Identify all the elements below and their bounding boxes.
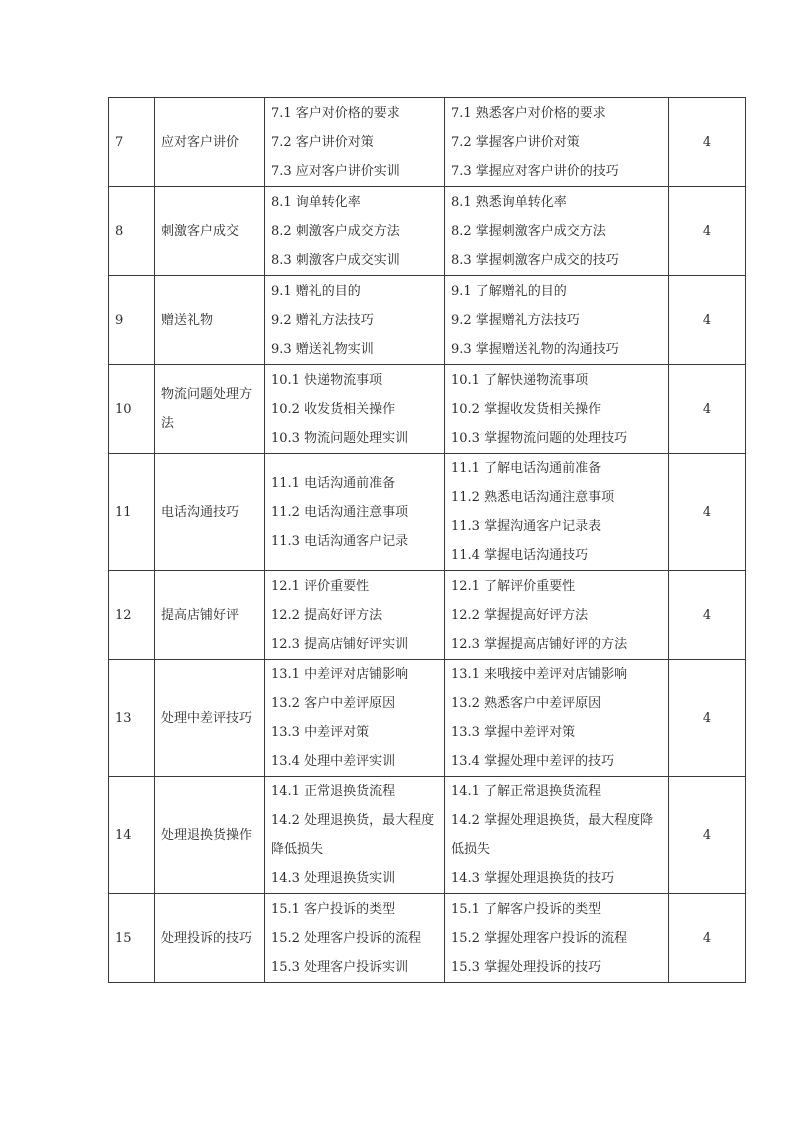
hours-cell: 4 (669, 571, 746, 660)
goal-item: 7.1 熟悉客户对价格的要求 (451, 105, 606, 121)
table-row (109, 777, 746, 894)
curriculum-table (108, 97, 746, 983)
goal-item: 8.3 掌握刺激客户成交的技巧 (451, 252, 619, 268)
goals-cell (445, 454, 669, 571)
module-name: 赠送礼物 (155, 276, 265, 365)
content-cell (265, 777, 445, 894)
content-item: 7.3 应对客户讲价实训 (271, 163, 400, 179)
module-name: 处理投诉的技巧 (155, 894, 265, 983)
hours-cell: 4 (669, 777, 746, 894)
goals-cell (445, 365, 669, 454)
table-row (109, 98, 746, 187)
goal-item: 13.4 掌握处理中差评的技巧 (451, 754, 615, 769)
goal-item: 7.3 掌握应对客户讲价的技巧 (451, 163, 619, 179)
table-row (109, 276, 746, 365)
goal-item: 10.3 掌握物流问题的处理技巧 (451, 430, 628, 446)
row-number: 11 (109, 454, 155, 571)
content-item: 15.2 处理客户投诉的流程 (271, 930, 422, 946)
table-row (109, 187, 746, 276)
row-number: 8 (109, 187, 155, 276)
content-item: 15.1 客户投诉的类型 (271, 901, 396, 917)
goals-cell (445, 777, 669, 894)
hours-cell: 4 (669, 660, 746, 777)
content-item: 8.1 询单转化率 (271, 194, 361, 210)
goal-item: 12.3 掌握提高店铺好评的方法 (451, 636, 628, 652)
goal-item: 12.1 了解评价重要性 (451, 578, 576, 594)
content-item: 7.2 客户讲价对策 (271, 134, 374, 150)
module-name: 提高店铺好评 (155, 571, 265, 660)
content-item: 12.3 提高店铺好评实训 (271, 636, 409, 652)
goals-cell (445, 894, 669, 983)
module-name: 刺激客户成交 (155, 187, 265, 276)
content-cell (265, 187, 445, 276)
hours-cell: 4 (669, 98, 746, 187)
goal-item: 10.2 掌握收发货相关操作 (451, 401, 602, 417)
hours-cell: 4 (669, 365, 746, 454)
goal-item: 9.1 了解赠礼的目的 (451, 283, 567, 299)
content-item: 13.2 客户中差评原因 (271, 696, 396, 711)
goal-item: 13.3 掌握中差评对策 (451, 725, 576, 740)
goal-item: 10.1 了解快递物流事项 (451, 372, 589, 388)
goal-item: 8.2 掌握刺激客户成交方法 (451, 223, 606, 239)
goal-item: 14.3 掌握处理退换货的技巧 (451, 871, 615, 886)
goal-item: 11.4 掌握电话沟通技巧 (451, 548, 589, 563)
hours-cell: 4 (669, 276, 746, 365)
hours-cell: 4 (669, 187, 746, 276)
goal-item: 14.2 掌握处理退换货，最大程度降低损失 (451, 813, 654, 857)
row-number: 10 (109, 365, 155, 454)
content-cell (265, 571, 445, 660)
content-item: 12.2 提高好评方法 (271, 607, 383, 623)
goal-item: 8.1 熟悉询单转化率 (451, 194, 567, 210)
content-cell (265, 98, 445, 187)
content-item: 11.2 电话沟通注意事项 (271, 504, 409, 520)
table-body (109, 98, 746, 983)
content-cell (265, 454, 445, 571)
row-number: 13 (109, 660, 155, 777)
content-item: 7.1 客户对价格的要求 (271, 105, 400, 121)
content-item: 12.1 评价重要性 (271, 578, 370, 594)
row-number: 7 (109, 98, 155, 187)
content-item: 10.3 物流问题处理实训 (271, 430, 409, 446)
goal-item: 14.1 了解正常退换货流程 (451, 784, 602, 799)
module-name: 处理中差评技巧 (155, 660, 265, 777)
goal-item: 13.1 来哦接中差评对店铺影响 (451, 667, 628, 682)
table-row (109, 454, 746, 571)
content-item: 13.4 处理中差评实训 (271, 754, 396, 769)
row-number: 12 (109, 571, 155, 660)
goal-item: 15.2 掌握处理客户投诉的流程 (451, 930, 628, 946)
table-row (109, 660, 746, 777)
module-name: 电话沟通技巧 (155, 454, 265, 571)
content-item: 8.2 刺激客户成交方法 (271, 223, 400, 239)
content-item: 9.2 赠礼方法技巧 (271, 312, 374, 328)
goal-item: 9.3 掌握赠送礼物的沟通技巧 (451, 341, 619, 357)
goal-item: 12.2 掌握提高好评方法 (451, 607, 589, 623)
row-number: 15 (109, 894, 155, 983)
goal-item: 15.3 掌握处理投诉的技巧 (451, 959, 602, 975)
content-cell (265, 894, 445, 983)
goal-item: 7.2 掌握客户讲价对策 (451, 134, 580, 150)
goals-cell (445, 571, 669, 660)
module-name: 处理退换货操作 (155, 777, 265, 894)
table-row (109, 894, 746, 983)
goals-cell (445, 187, 669, 276)
goals-cell (445, 660, 669, 777)
content-item: 15.3 处理客户投诉实训 (271, 959, 409, 975)
row-number: 14 (109, 777, 155, 894)
content-cell (265, 660, 445, 777)
goal-item: 11.3 掌握沟通客户记录表 (451, 519, 602, 534)
goal-item: 9.2 掌握赠礼方法技巧 (451, 312, 580, 328)
table-row (109, 365, 746, 454)
row-number: 9 (109, 276, 155, 365)
module-name: 应对客户讲价 (155, 98, 265, 187)
content-item: 9.3 赠送礼物实训 (271, 341, 374, 357)
goal-item: 11.1 了解电话沟通前准备 (451, 461, 602, 476)
content-item: 14.2 处理退换货，最大程度降低损失 (271, 813, 435, 857)
content-cell (265, 365, 445, 454)
content-item: 9.1 赠礼的目的 (271, 283, 361, 299)
goals-cell (445, 98, 669, 187)
content-item: 10.2 收发货相关操作 (271, 401, 396, 417)
hours-cell: 4 (669, 454, 746, 571)
content-item: 10.1 快递物流事项 (271, 372, 383, 388)
content-item: 11.1 电话沟通前准备 (271, 475, 396, 491)
goal-item: 13.2 熟悉客户中差评原因 (451, 696, 602, 711)
content-item: 14.1 正常退换货流程 (271, 784, 396, 799)
content-item: 11.3 电话沟通客户记录 (271, 533, 409, 549)
goals-cell (445, 276, 669, 365)
hours-cell: 4 (669, 894, 746, 983)
goal-item: 15.1 了解客户投诉的类型 (451, 901, 602, 917)
content-item: 13.1 中差评对店铺影响 (271, 667, 409, 682)
content-item: 13.3 中差评对策 (271, 725, 370, 740)
goal-item: 11.2 熟悉电话沟通注意事项 (451, 490, 615, 505)
content-item: 8.3 刺激客户成交实训 (271, 252, 400, 268)
module-name: 物流问题处理方法 (155, 365, 265, 454)
table-row (109, 571, 746, 660)
content-item: 14.3 处理退换货实训 (271, 871, 396, 886)
content-cell (265, 276, 445, 365)
